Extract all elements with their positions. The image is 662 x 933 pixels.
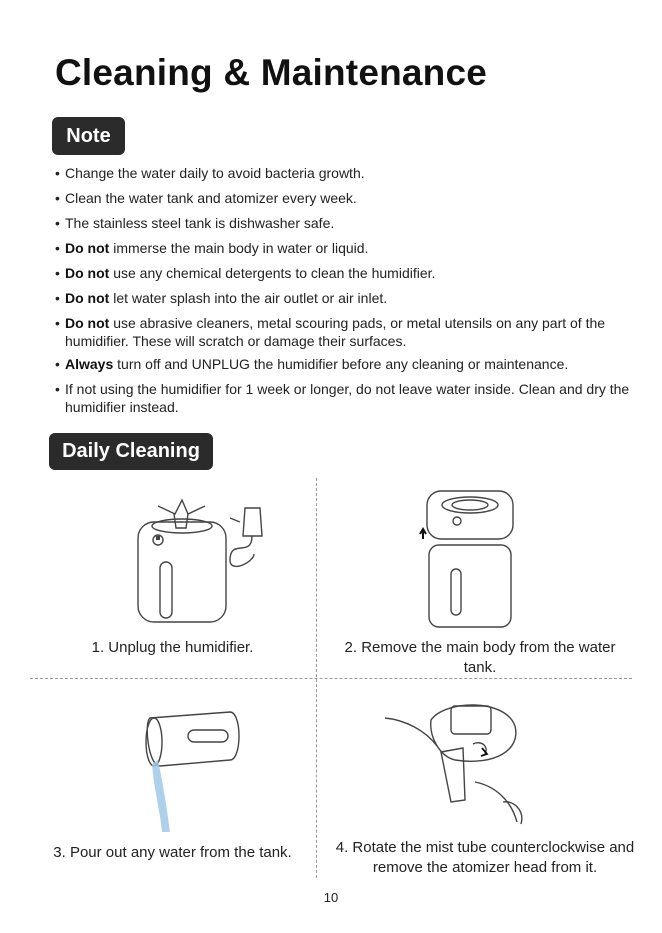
list-item: • The stainless steel tank is dishwasher safe. xyxy=(55,214,635,233)
list-item: • Always turn off and UNPLUG the humidifier before any cleaning or maintenance. xyxy=(55,355,635,374)
list-item: • If not using the humidifier for 1 week or longer, do not leave water inside. Clean and dry the humidifier instead. xyxy=(55,380,635,416)
list-item: • Do not let water splash into the air outlet or air inlet. xyxy=(55,289,635,308)
step-3-caption: 3. Pour out any water from the tank. xyxy=(53,844,292,861)
page-title: Cleaning & Maintenance xyxy=(55,52,488,93)
step-1-caption: 1. Unplug the humidifier. xyxy=(91,639,254,656)
list-item: • Do not use abrasive cleaners, metal scouring pads, or metal utensils on any part of the humidifier. These will scratch or damage their surfaces. xyxy=(55,314,635,350)
remove-main-body-illustration xyxy=(415,485,525,633)
pour-water-illustration xyxy=(140,700,250,840)
step-4-caption: 4. Rotate the mist tube counterclockwise and remove the atomizer head from it. xyxy=(335,839,635,876)
list-item: • Do not immerse the main body in water or liquid. xyxy=(55,239,635,258)
horizontal-divider xyxy=(30,678,632,679)
list-item: • Change the water daily to avoid bacteria growth. xyxy=(55,164,635,183)
list-item: • Clean the water tank and atomizer every week. xyxy=(55,189,635,208)
unplug-humidifier-illustration xyxy=(130,478,290,630)
list-item: • Do not use any chemical detergents to clean the humidifier. xyxy=(55,264,635,283)
note-list xyxy=(55,164,635,421)
page-number: 10 xyxy=(323,890,339,905)
daily-cleaning-badge: Daily Cleaning xyxy=(49,433,213,470)
note-badge: Note xyxy=(52,117,125,155)
rotate-mist-tube-illustration xyxy=(385,690,535,832)
step-2-caption: 2. Remove the main body from the water tank. xyxy=(344,639,616,676)
